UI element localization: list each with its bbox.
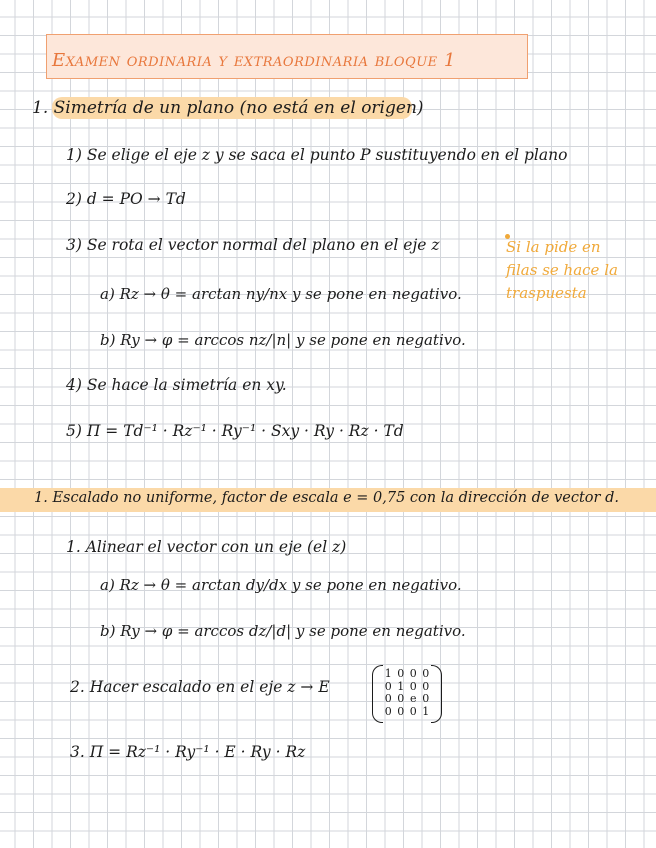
section2-step-3: 3. Π = Rz⁻¹ · Ry⁻¹ · E · Ry · Rz xyxy=(70,743,306,761)
section2-step-2: 2. Hacer escalado en el eje z → E xyxy=(70,678,330,696)
section1-step-3a: a) Rz → θ = arctan ny/nx y se pone en negativo. xyxy=(100,285,462,303)
matrix-cell: 0 xyxy=(409,704,417,718)
page-title: Examen ordinaria y extraordinaria bloque 1 xyxy=(52,50,456,71)
matrix-cell: 0 xyxy=(384,679,392,693)
matrix-cell: 1 xyxy=(422,704,430,718)
matrix-cell: 0 xyxy=(384,692,392,705)
matrix-cell: 1 xyxy=(397,679,405,693)
matrix-cell: 0 xyxy=(397,667,405,680)
matrix-cell: 0 xyxy=(422,667,430,680)
section1-step-4: 4) Se hace la simetría en xy. xyxy=(66,376,287,394)
matrix-cell: 0 xyxy=(422,692,430,705)
section2-step-1a: a) Rz → θ = arctan dy/dx y se pone en negativo. xyxy=(100,576,462,594)
matrix-cell: 1 xyxy=(384,667,392,680)
matrix-cell: 0 xyxy=(409,667,417,680)
matrix-cell: e xyxy=(409,692,417,705)
side-note: Si la pide en filas se hace la traspuesta xyxy=(506,238,618,302)
section1-step-3: 3) Se rota el vector normal del plano en el eje z xyxy=(66,236,440,254)
matrix-cell: 0 xyxy=(409,679,417,693)
section2-step-1b: b) Ry → φ = arccos dz/|d| y se pone en negativo. xyxy=(100,622,466,640)
matrix-cell: 0 xyxy=(397,692,405,705)
section1-step-2: 2) d = PO → Td xyxy=(66,190,186,208)
matrix-cell: 0 xyxy=(397,704,405,718)
section1-step-3b: b) Ry → φ = arccos nz/|n| y se pone en negativo. xyxy=(100,331,466,349)
matrix-bracket-right xyxy=(431,665,442,723)
scale-matrix xyxy=(372,665,442,721)
matrix-grid xyxy=(382,668,432,718)
section1-step-1: 1) Se elige el eje z y se saca el punto P sustituyendo en el plano xyxy=(66,146,568,164)
section2-step-1: 1. Alinear el vector con un eje (el z) xyxy=(66,538,347,556)
section2-heading: 1. Escalado no uniforme, factor de escala e = 0,75 con la dirección de vector d. xyxy=(34,490,619,506)
matrix-cell: 0 xyxy=(422,679,430,693)
matrix-cell: 0 xyxy=(384,704,392,718)
section1-heading: 1. Simetría de un plano (no está en el origen) xyxy=(32,98,424,118)
section1-step-5: 5) Π = Td⁻¹ · Rz⁻¹ · Ry⁻¹ · Sxy · Ry · Rz · Td xyxy=(66,422,404,440)
